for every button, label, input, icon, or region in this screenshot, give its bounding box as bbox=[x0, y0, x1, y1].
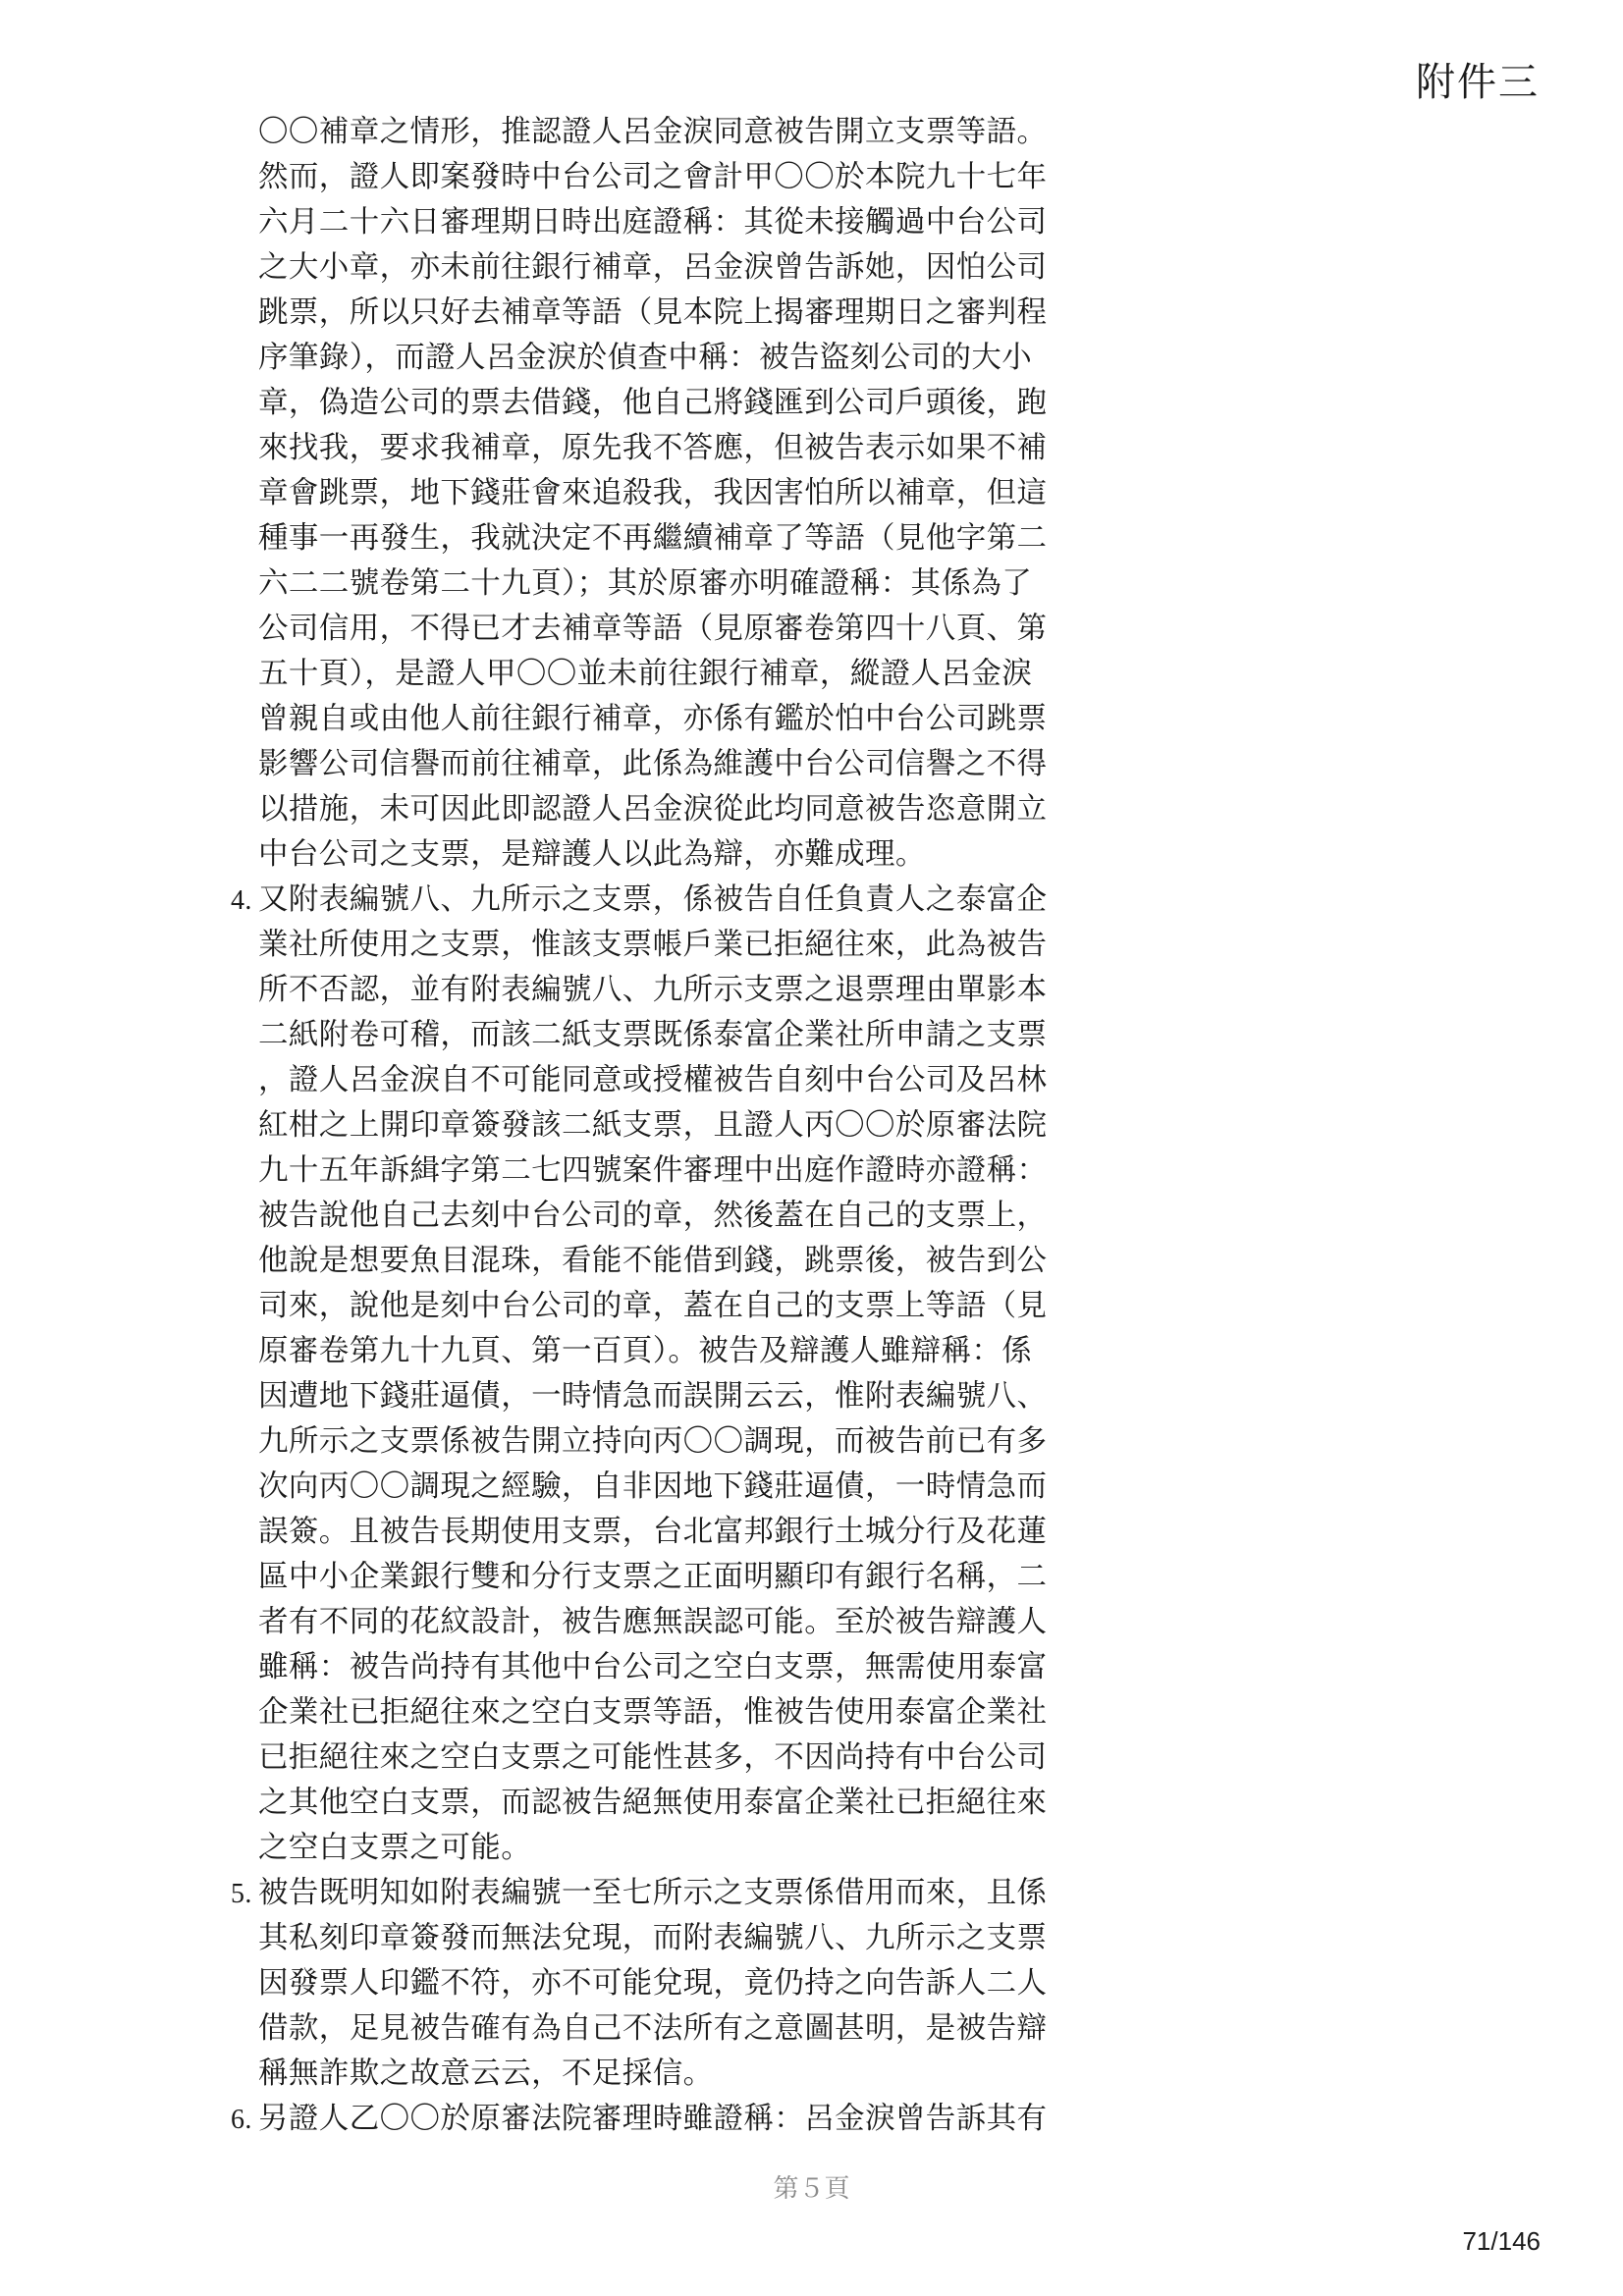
text-line bbox=[258, 291, 1047, 336]
line-text: 之其他空白支票，而認被告絕無使用泰富企業社已拒絕往來 bbox=[258, 1786, 1048, 1820]
text-line bbox=[258, 1510, 1047, 1555]
text-line bbox=[258, 607, 1047, 652]
line-text: 稱無詐欺之故意云云，不足採信。 bbox=[258, 2056, 714, 2091]
text-line bbox=[258, 923, 1047, 968]
text-line bbox=[258, 155, 1047, 200]
text-line bbox=[258, 1013, 1047, 1058]
text-line bbox=[258, 1465, 1047, 1510]
line-text: 他說是想要魚目混珠，看能不能借到錢，跳票後，被告到公 bbox=[258, 1244, 1048, 1278]
line-text: 原審卷第九十九頁、第一百頁）。被告及辯護人雖辯稱：係 bbox=[258, 1334, 1033, 1368]
line-text: 跳票，所以只好去補章等語（見本院上揭審理期日之審判程 bbox=[258, 295, 1048, 330]
line-text: 五十頁），是證人甲〇〇並未前往銀行補章，縱證人呂金淚 bbox=[258, 657, 1033, 691]
line-text: 次向丙〇〇調現之經驗，自非因地下錢莊逼債，一時情急而 bbox=[258, 1469, 1048, 1504]
text-line bbox=[258, 1148, 1047, 1194]
line-text: ，證人呂金淚自不可能同意或授權被告自刻中台公司及呂林 bbox=[258, 1063, 1048, 1097]
line-text: 然而，證人即案發時中台公司之會計甲〇〇於本院九十七年 bbox=[258, 160, 1048, 194]
line-text: 章，偽造公司的票去借錢，他自己將錢匯到公司戶頭後，跑 bbox=[258, 386, 1048, 420]
text-line bbox=[258, 742, 1047, 787]
line-text: 雖稱：被告尚持有其他中台公司之空白支票，無需使用泰富 bbox=[258, 1650, 1048, 1684]
text-line bbox=[258, 426, 1047, 471]
line-text: 又附表編號八、九所示之支票，係被告自任負責人之泰富企 bbox=[258, 882, 1048, 917]
line-text: 來找我，要求我補章，原先我不答應，但被告表示如果不補 bbox=[258, 431, 1048, 465]
line-text: 司來，說他是刻中台公司的章，蓋在自己的支票上等語（見 bbox=[258, 1289, 1048, 1323]
text-line bbox=[258, 1645, 1047, 1690]
line-text: 種事一再發生，我就決定不再繼續補章了等語（見他字第二 bbox=[258, 521, 1048, 556]
text-line bbox=[258, 381, 1047, 426]
text-line bbox=[258, 1555, 1047, 1600]
text-line bbox=[258, 561, 1032, 607]
text-line bbox=[258, 1961, 1047, 2006]
line-text: 已拒絕往來之空白支票之可能性甚多，不因尚持有中台公司 bbox=[258, 1740, 1048, 1775]
text-line bbox=[258, 1239, 1047, 1284]
line-text: 二紙附卷可稽，而該二紙支票既係泰富企業社所申請之支票 bbox=[258, 1018, 1048, 1052]
text-line bbox=[258, 2006, 1047, 2052]
line-text: 企業社已拒絕往來之空白支票等語，惟被告使用泰富企業社 bbox=[258, 1695, 1048, 1730]
line-text: 章會跳票，地下錢莊會來追殺我，我因害怕所以補章，但這 bbox=[258, 476, 1048, 510]
line-text: 者有不同的花紋設計，被告應無誤認可能。至於被告辯護人 bbox=[258, 1605, 1048, 1639]
text-line bbox=[258, 832, 926, 878]
text-line bbox=[258, 1329, 1032, 1374]
line-text: 另證人乙〇〇於原審法院審理時雖證稱：呂金淚曾告訴其有 bbox=[258, 2102, 1048, 2136]
text-line bbox=[258, 336, 1032, 381]
text-line bbox=[258, 968, 1047, 1013]
text-line bbox=[258, 471, 1047, 516]
text-line bbox=[258, 1284, 1047, 1329]
line-text: 九所示之支票係被告開立持向丙〇〇調現，而被告前已有多 bbox=[258, 1424, 1048, 1459]
page-counter: 71/146 bbox=[1462, 2226, 1541, 2256]
line-text: 九十五年訴緝字第二七四號案件審理中出庭作證時亦證稱： bbox=[258, 1153, 1048, 1188]
line-text: 因發票人印鑑不符，亦不可能兌現，竟仍持之向告訴人二人 bbox=[258, 1966, 1048, 2001]
line-text: 中台公司之支票，是辯護人以此為辯，亦難成理。 bbox=[258, 837, 926, 872]
list-item-number: 5. bbox=[231, 1879, 252, 1909]
list-item-first-line bbox=[231, 878, 1047, 923]
text-line bbox=[258, 1690, 1047, 1735]
line-text: 所不否認，並有附表編號八、九所示支票之退票理由單影本 bbox=[258, 973, 1048, 1007]
line-text: 借款，足見被告確有為自己不法所有之意圖甚明，是被告辯 bbox=[258, 2011, 1048, 2046]
line-text: 被告說他自己去刻中台公司的章，然後蓋在自己的支票上， bbox=[258, 1199, 1048, 1233]
text-line bbox=[258, 110, 1047, 155]
line-text: 影響公司信譽而前往補章，此係為維護中台公司信譽之不得 bbox=[258, 747, 1048, 781]
line-text: 〇〇補章之情形，推認證人呂金淚同意被告開立支票等語。 bbox=[258, 115, 1048, 149]
text-line bbox=[258, 1781, 1047, 1826]
list-item-number: 6. bbox=[231, 2105, 252, 2135]
line-text: 六二二號卷第二十九頁）；其於原審亦明確證稱：其係為了 bbox=[258, 566, 1033, 601]
text-line bbox=[258, 1419, 1047, 1465]
line-text: 六月二十六日審理期日時出庭證稱：其從未接觸過中台公司 bbox=[258, 205, 1048, 240]
text-line bbox=[258, 652, 1032, 697]
line-text: 被告既明知如附表編號一至七所示之支票係借用而來，且係 bbox=[258, 1876, 1048, 1910]
list-item-first-line bbox=[231, 1871, 1047, 1916]
text-line bbox=[258, 697, 1047, 742]
line-text: 因遭地下錢莊逼債，一時情急而誤開云云，惟附表編號八、 bbox=[258, 1379, 1048, 1414]
text-line bbox=[258, 516, 1047, 561]
text-line bbox=[258, 245, 1047, 291]
attachment-label: 附件三 bbox=[1416, 60, 1540, 105]
line-text: 之空白支票之可能。 bbox=[258, 1831, 532, 1865]
line-text: 公司信用，不得已才去補章等語（見原審卷第四十八頁、第 bbox=[258, 612, 1048, 646]
list-item-first-line bbox=[231, 2097, 1047, 2142]
line-text: 以措施，未可因此即認證人呂金淚從此均同意被告恣意開立 bbox=[258, 792, 1048, 827]
page-number: 第５頁 bbox=[773, 2174, 850, 2204]
text-line bbox=[258, 1826, 531, 1871]
text-line bbox=[258, 1058, 1047, 1103]
text-line bbox=[258, 1103, 1047, 1148]
text-line bbox=[258, 2052, 714, 2097]
line-text: 序筆錄），而證人呂金淚於偵查中稱：被告盜刻公司的大小 bbox=[258, 341, 1033, 375]
line-text: 其私刻印章簽發而無法兌現，而附表編號八、九所示之支票 bbox=[258, 1921, 1048, 1955]
text-line bbox=[258, 200, 1047, 245]
line-text: 曾親自或由他人前往銀行補章，亦係有鑑於怕中台公司跳票 bbox=[258, 702, 1048, 736]
list-item-number: 4. bbox=[231, 885, 252, 916]
text-line bbox=[258, 1374, 1047, 1419]
text-line bbox=[258, 1916, 1047, 1961]
text-line bbox=[258, 787, 1047, 832]
line-text: 紅柑之上開印章簽發該二紙支票，且證人丙〇〇於原審法院 bbox=[258, 1108, 1048, 1143]
text-line bbox=[258, 1600, 1047, 1645]
text-line bbox=[258, 1194, 1047, 1239]
text-line bbox=[258, 1735, 1047, 1781]
line-text: 業社所使用之支票，惟該支票帳戶業已拒絕往來，此為被告 bbox=[258, 928, 1048, 962]
line-text: 之大小章，亦未前往銀行補章，呂金淚曾告訴她，因怕公司 bbox=[258, 250, 1048, 285]
line-text: 誤簽。且被告長期使用支票，台北富邦銀行土城分行及花蓮 bbox=[258, 1515, 1048, 1549]
line-text: 區中小企業銀行雙和分行支票之正面明顯印有銀行名稱，二 bbox=[258, 1560, 1048, 1594]
